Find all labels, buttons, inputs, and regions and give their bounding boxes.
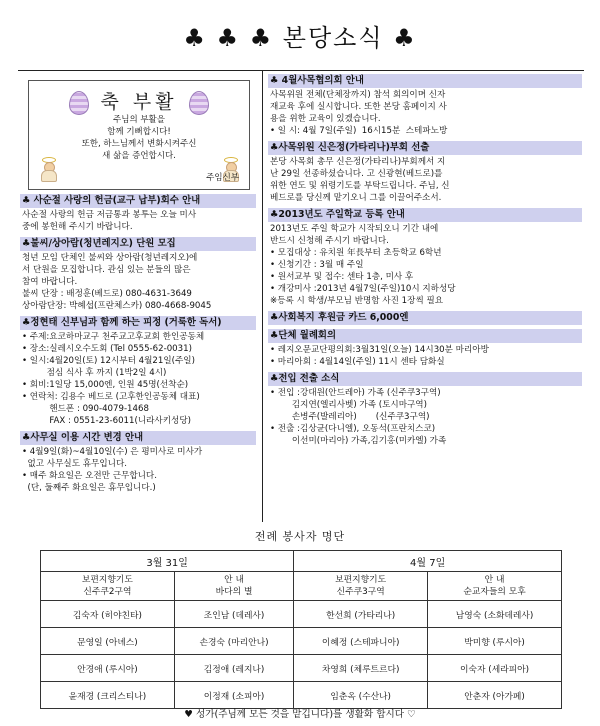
notice-line: 2013년도 주일 학교가 시작되오니 기간 내에: [270, 224, 439, 234]
roster-column-header: 보편지향기도 신주쿠3구역: [294, 572, 428, 601]
roster-cell: 조인남 (데레사): [174, 601, 293, 628]
notice-line: 위한 연도 및 위령기도를 부탁드립니다. 주님, 신: [270, 181, 450, 191]
page-title: ♣ ♣ ♣ 본당소식 ♣: [183, 24, 417, 52]
notice-line: 본당 사목회 총무 신은정(가타리나)부회께서 지: [270, 157, 446, 167]
notice-line: • 회비:1일당 15,000엔, 인원 45명(선착순): [22, 380, 189, 390]
roster-cell: 이정재 (소피아): [174, 682, 293, 709]
notice-line: 난 29일 선종하셨습니다. 고 신광현(베드로)를: [270, 169, 443, 179]
roster-date: 3월 31일: [41, 551, 294, 572]
title-divider: [18, 70, 584, 71]
notice-line: • 일시:4월20일(토) 12시부터 4월21일(주일): [22, 356, 195, 366]
left-column: [20, 74, 256, 498]
right-column: [268, 74, 582, 451]
easter-line: 새 삶을 증언합시다.: [102, 151, 176, 161]
notice-line: 없고 사무실도 휴무입니다.: [22, 459, 127, 469]
notice-line: • 원서교부 및 접수: 센타 1층, 미사 후: [270, 272, 414, 282]
notice-line: • 전입 :강대원(안드레아) 가족 (신주쿠3구역): [270, 388, 441, 398]
notice-header: ♣사회복지 후원금 카드 6,000엔: [268, 311, 582, 325]
roster-cell: 김정애 (레지나): [174, 655, 293, 682]
roster-cell: 이혜정 (스테파니아): [294, 628, 428, 655]
notice-header: ♣사무실 이용 시간 변경 안내: [20, 431, 256, 445]
notice-section: [20, 237, 256, 312]
notice-line: FAX : 0551-23-6011(니라사키성당): [22, 416, 191, 426]
notice-line: • 개강미사 :2013년 4월7일(주일)10시 지하성당: [270, 284, 456, 294]
footer-note: ♥ 성가(주님께 모든 것을 맡깁니다)를 생활화 합시다 ♡: [184, 709, 416, 720]
notice-header: ♣불씨/상아람(청년레지오) 단원 모집: [20, 237, 256, 251]
notice-line: 점심 식사 후 까지 (1박2일 4시): [22, 368, 167, 378]
notice-section: [268, 208, 582, 307]
roster-cell: 차영희 (체루트르다): [294, 655, 428, 682]
notice-header: ♣정현태 신부님과 함께 하는 피정 (거룩한 독서): [20, 316, 256, 330]
notice-line: 김지연(엘리사벳) 가족 (토시마구역): [270, 400, 427, 410]
roster-cell: 임춘옥 (수산나): [294, 682, 428, 709]
roster-cell: 문영일 (아녜스): [41, 628, 175, 655]
roster-table: [40, 550, 562, 709]
roster-cell: 남영숙 (소화데레사): [428, 601, 562, 628]
notice-line: 불씨 단장 : 배정훈(베드로) 080-4631-3649: [22, 289, 192, 299]
notice-line: 재교육 후에 실시합니다. 또한 본당 홈페이지 사: [270, 102, 447, 112]
notice-line: 청년 모임 단체인 불씨와 상아람(청년레지오)에: [22, 253, 198, 263]
notice-header: ♣단체 월례회의: [268, 329, 582, 343]
notice-section: [20, 194, 256, 233]
roster-column-header: 안 내 바다의 별: [174, 572, 293, 601]
notice-header: ♣2013년도 주일학교 등록 안내: [268, 208, 582, 222]
notice-section: [268, 372, 582, 447]
roster-title: 전례 봉사자 명단: [254, 530, 346, 543]
notice-line: • 주제:요코하마교구 천주교고후교회 한인공동체: [22, 332, 205, 342]
notice-line: • 신청기간 : 3월 매 주일: [270, 260, 364, 270]
roster-column-header: 보편지향기도 신주쿠2구역: [41, 572, 175, 601]
notice-line: • 연락처: 김용수 베드로 (고후한인공동체 대표): [22, 392, 200, 402]
notice-line: 참여 바랍니다.: [22, 277, 78, 287]
roster-row: [41, 682, 562, 709]
easter-card: [28, 80, 250, 190]
notice-line: • 4월9일(화)~4월10일(수) 은 평미사로 미사가: [22, 447, 203, 457]
easter-signature: 주임신부: [206, 173, 239, 183]
roster-row: [41, 628, 562, 655]
roster-cell: 김숙자 (히야친타): [41, 601, 175, 628]
right-notices: [268, 74, 582, 447]
notice-section: [268, 311, 582, 325]
notice-line: ※등록 시 학생/부모님 반명함 사진 1장씩 필요: [270, 296, 444, 306]
easter-egg-icon: [69, 91, 89, 115]
roster-cell: 한선희 (가타리나): [294, 601, 428, 628]
roster-row: [41, 655, 562, 682]
notice-line: 반드시 신청해 주시기 바랍니다.: [270, 236, 389, 246]
roster-column-header: 안 내 순교자들의 모후: [428, 572, 562, 601]
roster-row: [41, 601, 562, 628]
notice-line: 용을 위한 교육이 있겠습니다.: [270, 114, 381, 124]
roster-cell: 안춘자 (아가페): [428, 682, 562, 709]
notice-line: • 장소:실레시오수도회 (Tel 0555-62-0031): [22, 344, 192, 354]
notice-line: • 레지오문교단평의회:3월31일(오늘) 14시30분 마리아방: [270, 345, 489, 355]
roster-cell: 윤재경 (크리스티나): [41, 682, 175, 709]
roster-cell: 안경애 (루시아): [41, 655, 175, 682]
easter-line: 또한, 하느님께서 변화시켜주신: [81, 139, 197, 149]
roster-cell: 손경숙 (마리안나): [174, 628, 293, 655]
easter-message: [29, 114, 249, 162]
notice-line: 서 단원을 모집합니다. 관심 있는 분들의 많은: [22, 265, 191, 275]
notice-section: [268, 141, 582, 204]
easter-heading: 축 부활: [100, 91, 178, 113]
notice-section: [268, 74, 582, 137]
notice-line: • 전출 :김상균(다니엘), 오동석(프란치스코): [270, 424, 436, 434]
notice-line: • 마리아회 : 4월14일(주일) 11시 센타 담화실: [270, 357, 445, 367]
notice-section: [268, 329, 582, 368]
notice-header: ♣ 4월사목협의회 안내: [268, 74, 582, 88]
notice-line: • 모집대상 : 유치원 年長부터 초등학교 6학년: [270, 248, 442, 258]
roster-cell: 박미향 (루시아): [428, 628, 562, 655]
easter-egg-icon: [189, 91, 209, 115]
angel-icon: [37, 157, 59, 181]
notice-line: 사목위원 전체(단체장까지) 참석 회의이며 신자: [270, 90, 446, 100]
notice-line: 핸드폰 : 090-4079-1468: [22, 404, 149, 414]
column-divider: [262, 70, 263, 522]
roster-date: 4월 7일: [294, 551, 562, 572]
notice-header: ♣ 사순절 사랑의 헌금(교구 납부)회수 안내: [20, 194, 256, 208]
notice-line: 중에 봉헌해 주시기 바랍니다.: [22, 222, 133, 232]
easter-line: 주님의 부활을: [113, 115, 165, 125]
notice-line: 손병주(발레리아) (신주쿠3구역): [270, 412, 430, 422]
notice-line: (단, 둘째주 화요일은 휴무입니다.): [22, 483, 156, 493]
notice-line: • 매주 화요일은 오전만 근무합니다.: [22, 471, 157, 481]
notice-section: [20, 431, 256, 494]
roster-cell: 이숙자 (세라피아): [428, 655, 562, 682]
left-notices: [20, 194, 256, 494]
notice-section: [20, 316, 256, 427]
notice-line: 베드로를 당신께 맡기오니 그를 이끌어주소서.: [270, 193, 442, 203]
notice-line: • 일 시: 4월 7일(주일) 16시15분 스테파노방: [270, 126, 448, 136]
notice-header: ♣전입 전출 소식: [268, 372, 582, 386]
notice-line: 상아람단장: 박혜섭(프란체스카) 080-4668-9045: [22, 301, 212, 311]
notice-line: 사순절 사랑의 헌금 저금통과 봉투는 오늘 미사: [22, 210, 197, 220]
notice-line: 이선미(마리아) 가족,김기홍(미카엘) 가족: [270, 436, 447, 446]
easter-line: 함께 기뻐합시다!: [107, 127, 171, 137]
notice-header: ♣사목위원 신은정(가타리나)부회 선출: [268, 141, 582, 155]
